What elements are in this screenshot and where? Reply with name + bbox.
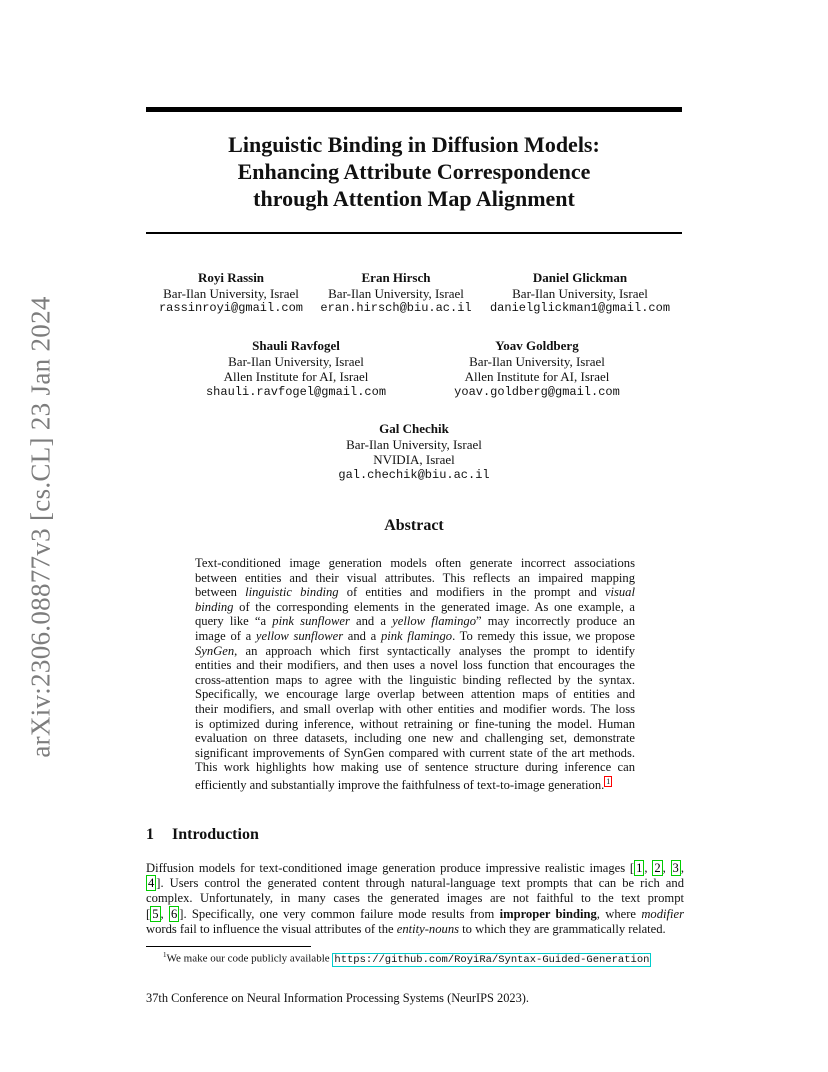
citation-link[interactable]: 4 [148,876,155,891]
author-affiliation: Bar-Ilan University, Israel [469,353,605,369]
author-affiliation: Bar-Ilan University, Israel [163,285,299,301]
author-affiliation: Bar-Ilan University, Israel [228,353,364,369]
author-name: Royi Rassin [197,270,265,285]
abstract-line: evaluation on three datasets, including one new and challenging set, demonstrate [195,731,635,746]
paper-title [146,131,682,212]
author-name: Shauli Ravfogel [252,338,340,353]
abstract-line: between entities and their visual attributes. This reflects an impaired mapping [195,570,635,585]
title-line: Enhancing Attribute Correspondence [237,159,591,184]
section-title: Introduction [172,826,259,843]
author-email[interactable]: shauli.ravfogel@gmail.com [205,384,387,399]
author-affiliation: NVIDIA, Israel [373,452,455,467]
abstract-line: cross-attention maps to agree with the linguistic binding reflected by the syntax. [195,672,635,687]
author-name: Yoav Goldberg [495,338,579,353]
citation-link[interactable]: 1 [636,861,643,875]
author-email[interactable]: danielglickman1@gmail.com [489,301,671,315]
code-url-link[interactable]: https://github.com/RoyiRa/Syntax-Guided-Generation [334,953,650,966]
author-block [484,270,676,317]
author-block [437,338,637,400]
author-affiliation: Bar-Ilan University, Israel [512,285,648,301]
citation-link[interactable]: 3 [672,861,679,875]
abstract-line: entities and their modifiers, and then uses a novel loss function that encourages the [195,658,635,673]
introduction-line: Diffusion models for text-conditioned image generation produce impressive realistic images [ 1 , 2 , 3 , [146,861,684,875]
abstract-line: Specifically, we encourage large overlap between attention maps of entities and [195,687,635,702]
citation-link[interactable]: 6 [170,906,178,921]
introduction-body [146,861,684,937]
section-number: 1 [146,826,154,843]
title-bottom-rule [146,232,682,234]
section-heading [146,826,259,844]
introduction-line: [ 5 , 6 ]. Specifically, one very common failure mode results from improper binding, where modifier [146,906,684,921]
introduction-line: 4 ]. Users control the generated content through natural-language text prompts that can be rich and [148,876,684,891]
abstract-line: between linguistic binding of entities and modifiers in the prompt and visual [195,585,635,600]
abstract-heading: Abstract [384,517,444,534]
footnote [163,951,651,966]
footnote-rule [146,946,311,947]
citation-link[interactable]: 5 [152,906,159,921]
footnote-mark: 1 [163,951,167,959]
abstract-line: their modifiers, and small overlap with other entities and modifier words. The loss [195,701,635,716]
abstract-line: query like “a pink sunflower and a yellow flamingo” may incorrectly produce an [195,614,636,629]
abstract-line: This work highlights how making use of sentence structure during inference can [195,760,635,775]
introduction-line: words fail to influence the visual attributes of the entity-nouns to which they are grammatically related. [146,921,666,936]
abstract-body [195,556,636,793]
author-affiliation: Bar-Ilan University, Israel [328,285,464,301]
conference-note: 37th Conference on Neural Information Processing Systems (NeurIPS 2023). [146,991,530,1005]
title-line: through Attention Map Alignment [253,186,575,211]
title-top-rule [146,107,682,112]
author-email[interactable]: gal.chechik@biu.ac.il [338,467,490,482]
author-name: Gal Chechik [379,421,449,436]
title-line: Linguistic Binding in Diffusion Models: [228,132,600,157]
author-email[interactable]: yoav.goldberg@gmail.com [454,384,620,399]
author-block [196,338,396,400]
abstract-line: significant improvements of SynGen compared with current state of the art methods. [195,745,635,760]
author-name: Eran Hirsch [361,270,431,285]
author-block [146,270,316,317]
abstract-line: image of a yellow sunflower and a pink flamingo. To remedy this issue, we propose [195,628,636,643]
author-affiliation: Allen Institute for AI, Israel [223,369,369,384]
abstract-line: efficiently and substantially improve the faithfulness of text-to-image generation. $^1$ [195,776,611,793]
arxiv-stamp: arXiv:2306.08877v3 [cs.CL] 23 Jan 2024 [25,296,56,758]
footnote-text: We make our code publicly available [166,952,330,965]
footnote-ref-link[interactable]: 1 [606,776,611,786]
author-name: Daniel Glickman [532,270,628,285]
abstract-line: Text-conditioned image generation models often generate incorrect associations [195,556,635,570]
author-block [314,421,514,483]
abstract-line: is optimized during inference, without retraining or fine-tuning the model. Human [195,716,635,731]
author-affiliation: Bar-Ilan University, Israel [346,436,482,452]
author-email[interactable]: eran.hirsch@biu.ac.il [320,301,472,315]
abstract-line: binding of the corresponding elements in the generated image. As one example, a [195,599,635,614]
introduction-line: complex. Unfortunately, in many cases the generated images are not faithful to the text prompt [146,891,684,906]
author-email[interactable]: rassinroyi@gmail.com [158,301,304,315]
citation-link[interactable]: 2 [654,861,661,875]
author-affiliation: Allen Institute for AI, Israel [464,369,610,384]
author-block [316,270,476,317]
abstract-line: SynGen, an approach which first syntactically analyses the prompt to identify [195,643,635,658]
